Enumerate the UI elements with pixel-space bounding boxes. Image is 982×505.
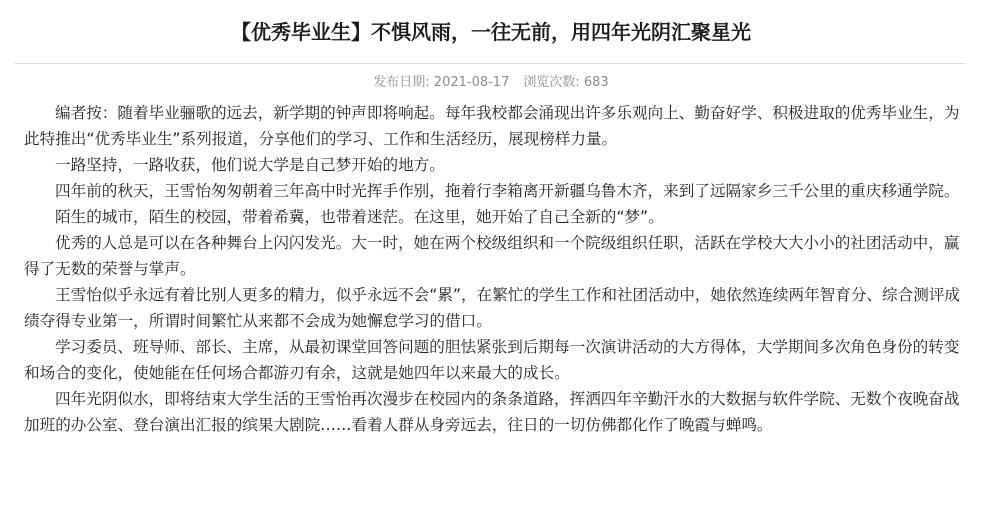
article-meta: [0, 73, 982, 93]
body-paragraph: 四年前的秋天，王雪怡匆匆朝着三年高中时光挥手作别，拖着行李箱离开新疆乌鲁木齐，来到了远隔家乡三千公里的重庆移通学院。: [55, 182, 960, 200]
body-paragraph: 四年光阴似水，即将结束大学生活的王雪怡再次漫步在校园内的条条道路，挥洒四年辛勤汗水的大数据与软件学院、无数个夜晚奋战加班的办公室、登台演出汇报的缤果大剧院……看着人群从身旁远去，往日的一切仿佛都化作了晚霞与蝉鸣。: [24, 390, 960, 434]
body-paragraph: 优秀的人总是可以在各种舞台上闪闪发光。大一时，她在两个校级组织和一个院级组织任职，活跃在学校大大小小的社团活动中，赢得了无数的荣誉与掌声。: [24, 234, 960, 278]
publish-date-label: 发布日期:: [373, 75, 434, 90]
body-paragraph: 学习委员、班导师、部长、主席，从最初课堂回答问题的胆怯紧张到后期每一次演讲活动的大方得体，大学期间多次角色身份的转变和场合的变化，使她能在任何场合都游刃有余，这就是她四年以来最大的成长。: [24, 338, 960, 382]
view-count-label: 浏览次数:: [523, 75, 584, 90]
publish-date: 2021-08-17: [433, 75, 510, 90]
title-divider: [14, 63, 966, 64]
view-count: 683: [583, 75, 609, 90]
body-paragraph: 一路坚持，一路收获，他们说大学是自己梦开始的地方。: [55, 156, 445, 174]
article-body: [24, 100, 968, 438]
editor-note-paragraph: 编者按：随着毕业骊歌的远去，新学期的钟声即将响起。每年我校都会涌现出许多乐观向上、勤奋好学、积极进取的优秀毕业生，为此特推出“优秀毕业生”系列报道，分享他们的学习、工作和生活经历，展现榜样力量。: [24, 104, 960, 148]
body-paragraph: 陌生的城市，陌生的校园，带着希冀，也带着迷茫。在这里，她开始了自己全新的“梦”。: [55, 208, 664, 226]
body-paragraph: 王雪怡似乎永远有着比别人更多的精力，似乎永远不会“累”，在繁忙的学生工作和社团活动中，她依然连续两年智育分、综合测评成绩夺得专业第一，所谓时间繁忙从来都不会成为她懈怠学习的借口。: [24, 286, 961, 330]
article-title: 【优秀毕业生】不惧风雨，一往无前，用四年光阴汇聚星光: [231, 20, 751, 44]
